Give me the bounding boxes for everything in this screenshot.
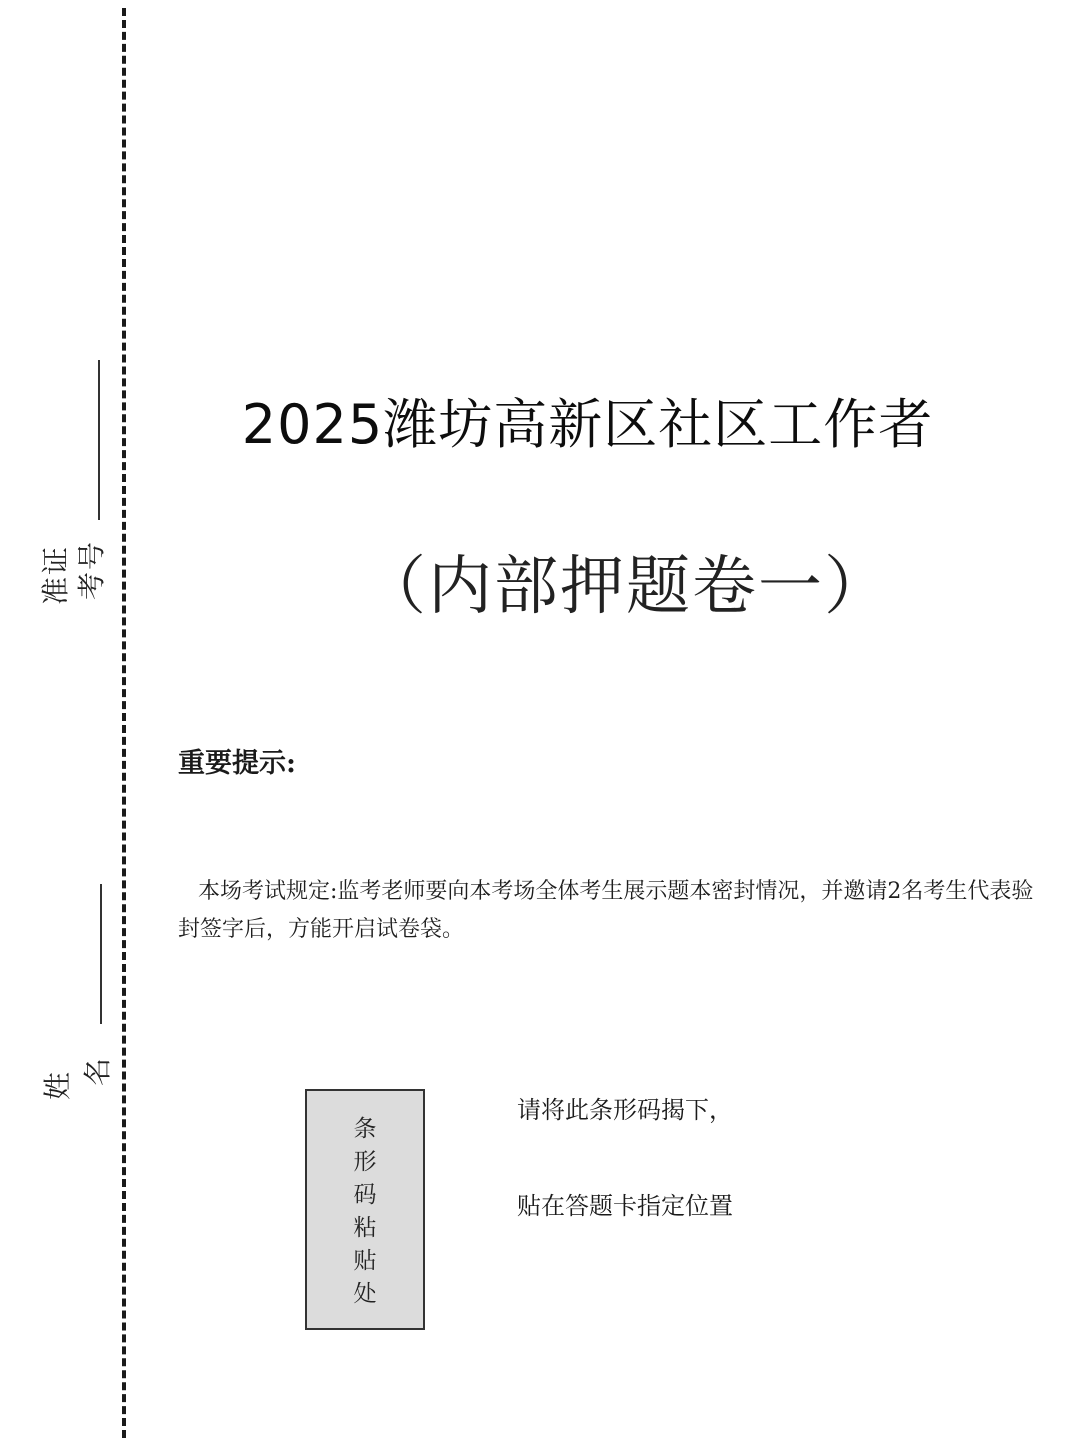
- ticket-number-label-part1: 准证: [39, 544, 72, 605]
- notice-heading: 重要提示:: [178, 748, 296, 779]
- exam-subtitle: （内部押题卷一）: [362, 550, 890, 624]
- barcode-label-char: 码: [353, 1181, 377, 1208]
- barcode-instruction-line2: 贴在答题卡指定位置: [517, 1192, 733, 1220]
- exam-title: 2025潍坊高新区社区工作者: [241, 393, 934, 456]
- barcode-label-char: 形: [353, 1148, 377, 1175]
- barcode-label-char: 粘: [353, 1214, 377, 1241]
- dashed-seal-line: [122, 8, 126, 1438]
- barcode-label-char: 条: [353, 1115, 377, 1142]
- barcode-instruction-line1: 请将此条形码揭下，: [517, 1096, 733, 1124]
- ticket-number-label-part2: 考号: [75, 539, 108, 600]
- name-write-line: [100, 884, 102, 1024]
- barcode-label-char: 贴: [353, 1247, 377, 1274]
- barcode-sticker-area: [305, 1089, 425, 1330]
- name-label-part1: 姓: [41, 1069, 74, 1100]
- barcode-label-char: 处: [353, 1280, 377, 1307]
- notice-body: 本场考试规定:监考老师要向本考场全体考生展示题本密封情况，并邀请2名考生代表验封签字后，方能开启试卷袋。: [178, 879, 1034, 942]
- name-label-part2: 名: [81, 1055, 114, 1086]
